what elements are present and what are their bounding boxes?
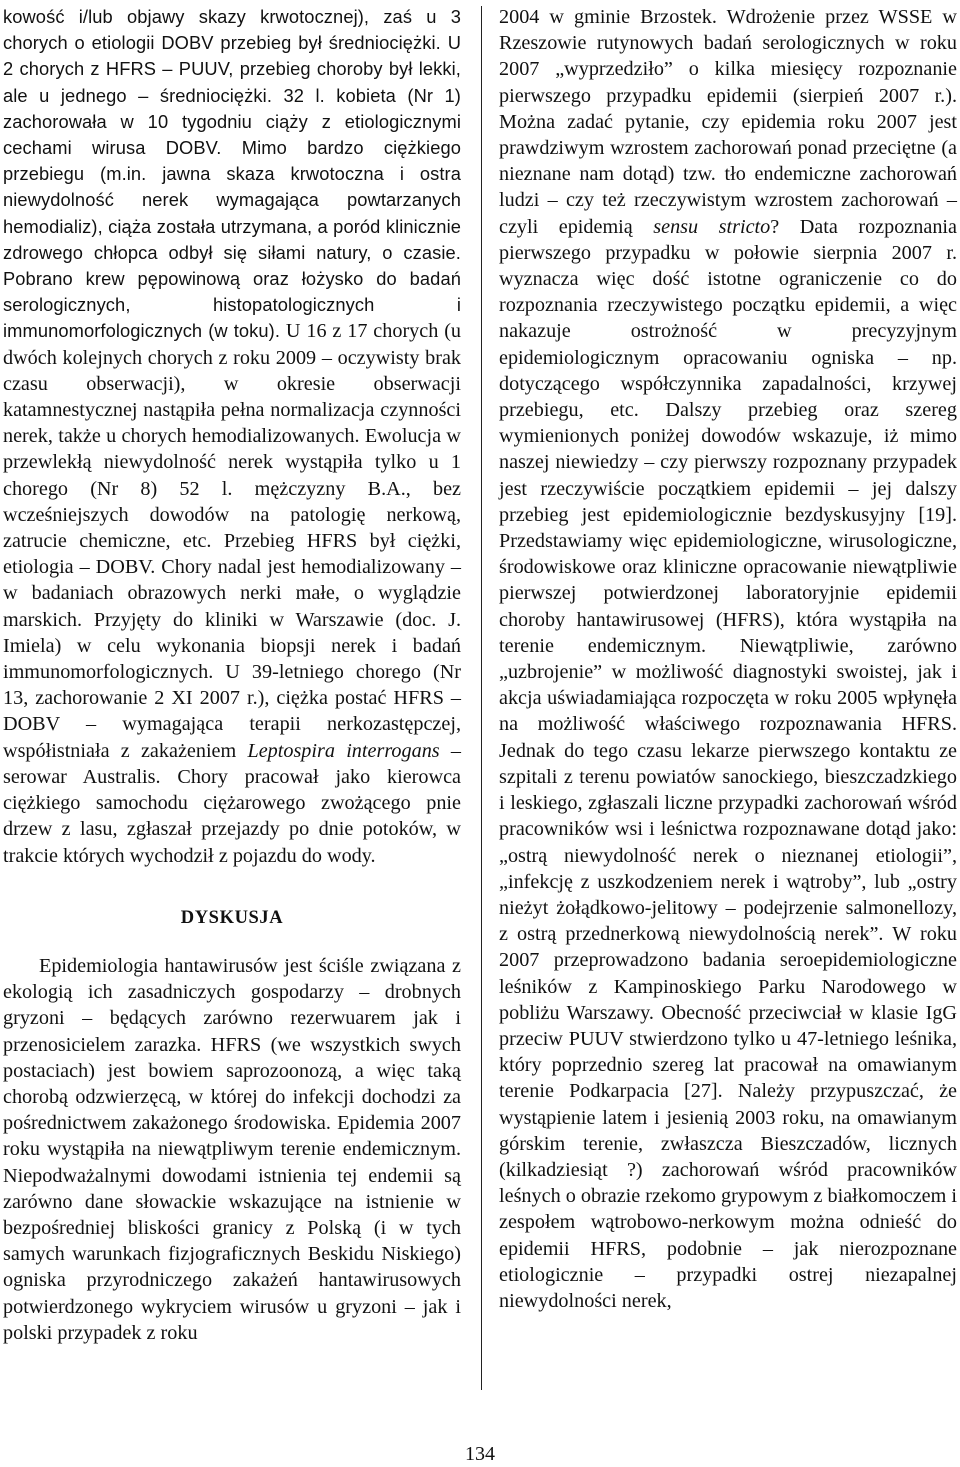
left-column bbox=[3, 4, 461, 1346]
left-paragraph-1-italic-text: Leptospira interrogans bbox=[247, 739, 440, 762]
right-paragraph-1-text-b: ? Data rozpoznania pierwszego przypadku w połowie sierpnia 2007 r. wyznacza więc dość istotne ograniczenie co do rozpoznania rzeczywistego początku epidemii, a więc nakazuje ostrożność w precyzyjnym epidemiologicznym opracowaniu ogniska – np. dotyczącego współczynnika zapadalności, krzywej przebiegu, etc. Dalszy przebieg oraz szereg wymienionych poniżej dowodów wskazuje, iż mimo naszej niewiedzy – czy pierwszy rozpoznany przypadek jest rzeczywiście początkiem epidemii – jej dalszy przebieg jest epidemiologicznie bezdyskusyjny [19]. Przedstawiamy więc epidemiologiczne, wirusologiczne, środowiskowe oraz kliniczne opracowanie niewątpliwie pierwszej potwierdzonej laboratoryjnie epidemii choroby hantawirusowej (HFRS), która wystąpiła na terenie endemicznym. Niewątpliwie, zarówno „uzbrojenie” w możliwość diagnostyki swoistej, jak i akcja uświadamiająca rozpoczęta w roku 2005 wpłynęła na możliwość właściwego rozpoznawania HFRS. Jednak do tego czasu lekarze pierwszego kontaktu ze szpitali z terenu powiatów sanockiego, bieszczadzkiego i leskiego, zgłaszali liczne przypadki zachorowań wśród pracowników wsi i leśnictwa rozpoznawane dotąd jako: „ostrą niewydolność nerek o nieznanej etiologii”, „infekcję z uszkodzeniem nerek i wątroby”, lub „ostry nieżyt żołądkowo-jelitowy – podejrzenie salmonellozy, z ostrą przednerkową niewydolnością nerek”. W roku 2007 przeprowadzono badania seroepidemiologiczne leśników z Kampinoskiego Parku Narodowego w pobliżu Warszawy. Obecność przeciwciał w klasie IgG przeciw PUUV stwierdzono tylko u 47-letniego leśnika, który poprzednio szereg lat pracował na omawianym terenie Podkarpacia [27]. Należy przypuszczać, że wystąpienie latem i jesienią 2003 roku, na omawianym górskim terenie, zwłaszcza Bieszczadów, licznych (kilkadziesiąt ?) zachorowań wśród pracowników leśnych o obrazie rzekomo grypowym z białkomoczem i zespołem wątrobowo-nerkowym można odnieść do epidemii HFRS, podobnie – jak nierozpoznane etiologicznie – przypadki ostrej niezapalnej niewydolności nerek, bbox=[499, 215, 957, 1312]
page-number: 134 bbox=[465, 1443, 495, 1465]
right-paragraph-1-italic-text: sensu stricto bbox=[653, 215, 771, 238]
left-paragraph-2: Epidemiologia hantawirusów jest ściśle związana z ekologią ich zasadniczych gospodarzy – drobnych gryzoni – będących zarówno rezerwuarem jak i przenosicielem zarazka. HFRS (we wszystkich swych postaciach) jest bowiem saprozoonozą, a więc taką chorobą odzwierzęcą, w której do infekcji dochodzi za pośrednictwem zakażonego środowiska. Epidemia 2007 roku wystąpiła na niewątpliwym terenie endemicznym. Niepodważalnymi dowodami istnienia tej endemii są zarówno dane słowackie wskazujące na istnienie w bezpośredniej bliskości granicy z Polską (i w tych samych warunkach fizjograficznych Beskidu Niskiego) ogniska przyrodniczego zakażeń hantawirusowych potwierdzonego wykryciem wirusów u gryzoni – jak i polski przypadek z roku bbox=[3, 954, 461, 1344]
section-heading: DYSKUSJA bbox=[180, 907, 284, 928]
left-paragraph-1-serif-text-b: – serowar Australis. Chory pracował jako kierowca ciężkiego samochodu ciężarowego zwożącego pnie drzew z lasu, zgłaszał przejazdy po dnie potoków, w trakcie których wychodził z pojazdu do wody. bbox=[3, 739, 461, 867]
right-paragraph-1 bbox=[499, 4, 957, 1314]
right-column bbox=[499, 4, 957, 1314]
left-paragraph-1 bbox=[3, 4, 461, 869]
column-divider bbox=[481, 6, 482, 1390]
left-paragraph-1-sans-text: kowość i/lub objawy skazy krwotocznej), zaś u 3 chorych o etiologii DOBV przebieg był średniociężki. U 2 chorych z HFRS – PUUV, przebieg choroby był lekki, ale u jednego – średniociężki. 32 l. kobieta (Nr 1) zachorowała w 10 tygodniu ciąży z etiologicznymi cechami wirusa DOBV. Mimo bardzo ciężkiego przebiegu (m.in. jawna skaza krwotoczna i ostra niewydolność nerek wymagająca powtarzanych hemodializ), ciąża została utrzymana, a poród klinicznie zdrowego chłopca odbył się siłami natury, o czasie. Pobrano krew pępowinową oraz łożysko do badań serologicznych, histopatologicznych i immunomorfologicznych (w toku). bbox=[3, 6, 461, 342]
right-paragraph-1-text-a: 2004 w gminie Brzostek. Wdrożenie przez WSSE w Rzeszowie rutynowych badań serologicznych w roku 2007 „wyprzedziło” o kilka miesięcy rozpoznanie pierwszego przypadku epidemii (sierpień 2007 r.). Można zadać pytanie, czy epidemia roku 2007 jest prawdziwym wzrostem zachorowań ponad przeciętne (a nieznane nam dotąd) tzw. tło endemiczne zachorowań ludzi – czy też rzeczywistym wzrostem zachorowań – czyli epidemią bbox=[499, 6, 957, 238]
left-paragraph-1-serif-text-a: U 16 z 17 chorych (u dwóch kolejnych chorych z roku 2009 – oczywisty brak czasu obserwacji), w okresie obserwacji katamnestycznej nastąpiła pełna normalizacja czynności nerek, także u chorych hemodializowanych. Ewolucja w przewlekłą niewydolność nerek wystąpiła tylko u 1 chorego (Nr 8) 52 l. mężczyzny B.A., bez wcześniejszych dowodów na patologię nerkową, zatrucie chemiczne, etc. Przebieg HFRS był ciężki, etiologia – DOBV. Chory nadal jest hemodializowany – w badaniach obrazowych nerki małe, o wyglądzie marskich. Przyjęty do kliniki w Warszawie (doc. J. Imiela) w celu wykonania biopsji nerek i badań immunomorfologicznych. U 39-letniego chorego (Nr 13, zachorowanie 2 XI 2007 r.), ciężka postać HFRS – DOBV – wymagająca terapii nerkozastępczej, współistniała z zakażeniem bbox=[3, 320, 462, 762]
